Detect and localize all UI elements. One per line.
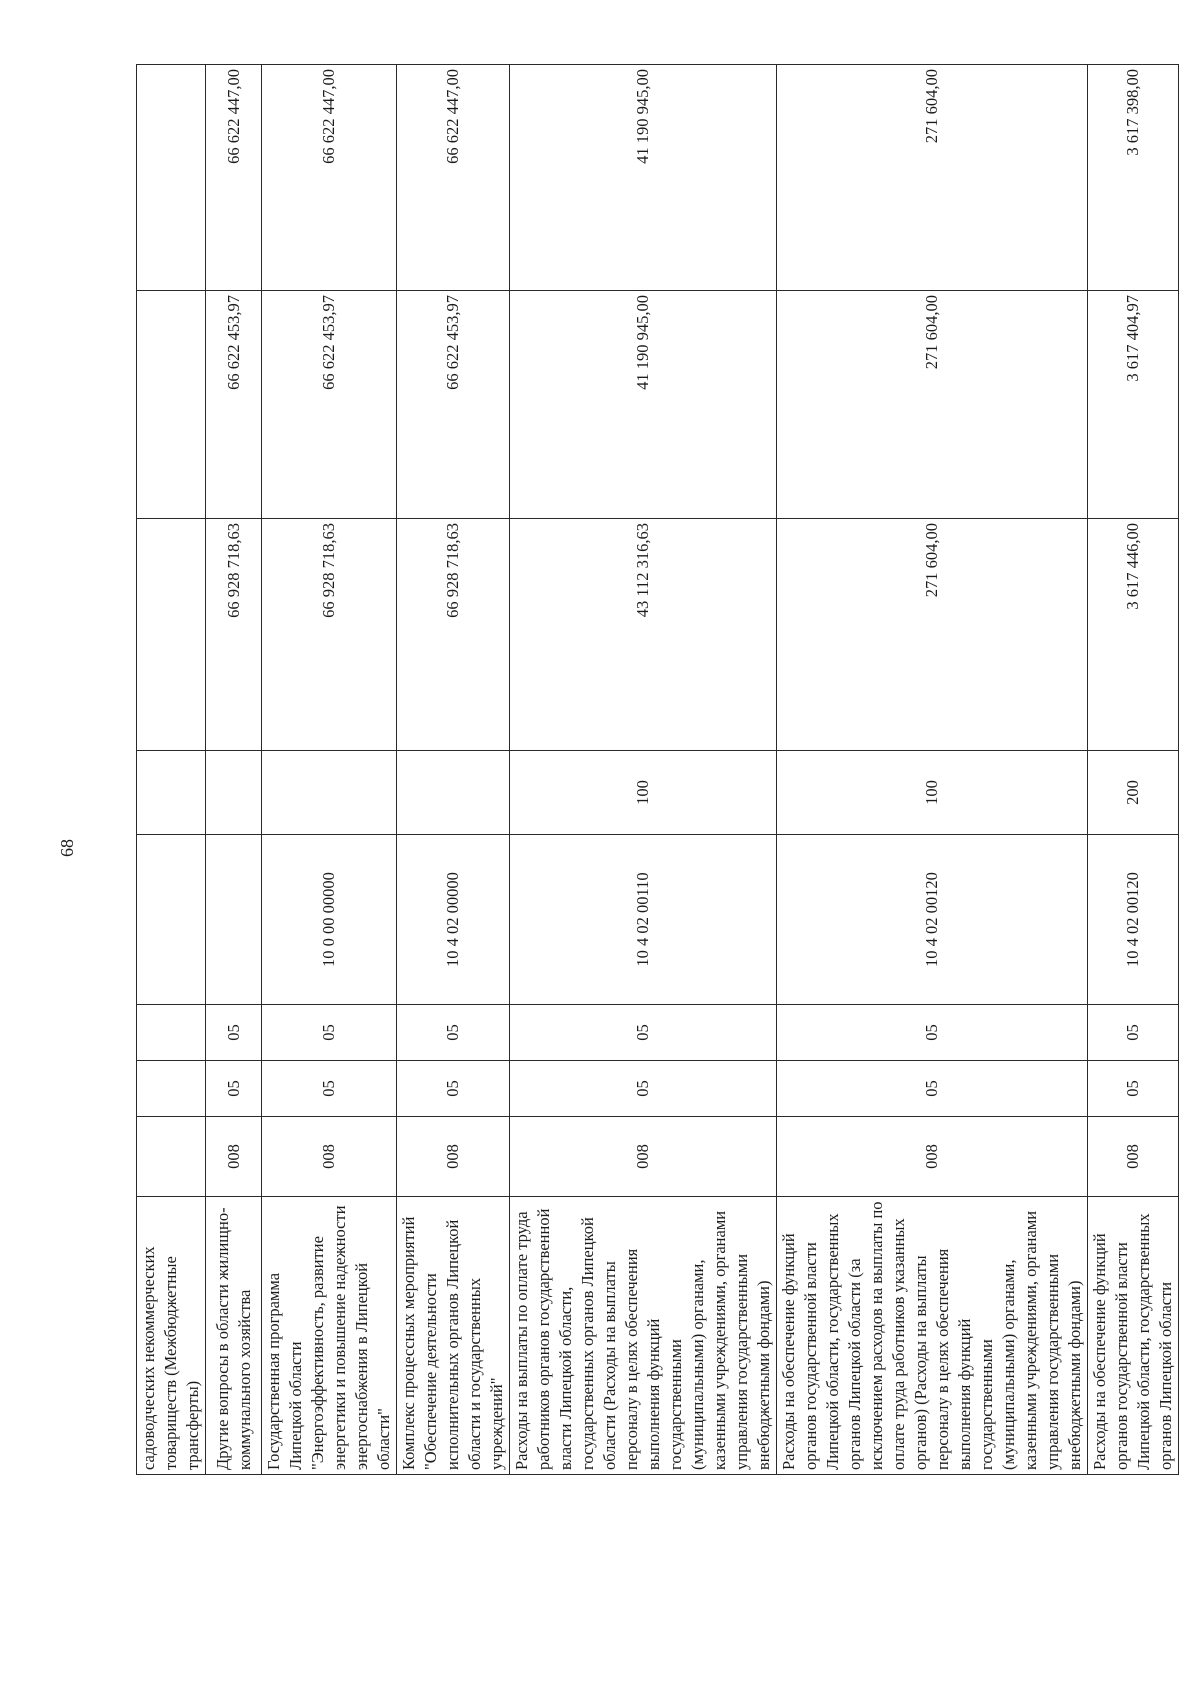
cell-ministry-code: 008 bbox=[206, 1117, 262, 1197]
cell-amount-2: 66 622 453,97 bbox=[262, 291, 397, 519]
cell-target-article: 10 0 00 00000 bbox=[262, 835, 397, 1005]
cell-amount-1: 43 112 316,63 bbox=[510, 519, 777, 751]
cell-section-code: 05 bbox=[397, 1061, 510, 1117]
budget-table bbox=[136, 64, 1179, 1475]
cell-target-article: 10 4 02 00120 bbox=[777, 835, 1088, 1005]
cell-name: Расходы на выплаты по оплате труда работников органов государственной власти Липецкой области, государственных органов Липецкой области (Расходы на выплаты персоналу в целях обеспечения выполнения функций государственными (муниципальными) органами, казенными учреждениями, органами управления государственными внебюджетными фондами) bbox=[510, 1197, 777, 1475]
page-number: 68 bbox=[57, 839, 77, 857]
cell-name: Государственная программа Липецкой области "Энергоэффективность, развитие энергетики и повышение надежности энергоснабжения в Липецкой области" bbox=[262, 1197, 397, 1475]
cell-ministry-code: 008 bbox=[262, 1117, 397, 1197]
rotated-table-container bbox=[136, 65, 1175, 1475]
cell-target-article: 10 4 02 00120 bbox=[1088, 835, 1179, 1005]
cell-amount-1: 66 928 718,63 bbox=[397, 519, 510, 751]
cell-section-code: 05 bbox=[777, 1061, 1088, 1117]
cell-subsection-code: 05 bbox=[397, 1005, 510, 1061]
cell-amount-1: 66 928 718,63 bbox=[206, 519, 262, 751]
cell-amount-3: 41 190 945,00 bbox=[510, 65, 777, 291]
cell-name: Расходы на обеспечение функций органов государственной власти Липецкой области, государственных органов Липецкой области bbox=[1088, 1197, 1179, 1475]
cell-section-code bbox=[137, 1061, 206, 1117]
cell-ministry-code: 008 bbox=[397, 1117, 510, 1197]
cell-name: садоводческих некоммерческих товариществ (Межбюджетные трансферты) bbox=[137, 1197, 206, 1475]
table-body bbox=[137, 65, 1179, 1475]
cell-section-code: 05 bbox=[206, 1061, 262, 1117]
cell-target-article: 10 4 02 00000 bbox=[397, 835, 510, 1005]
cell-section-code: 05 bbox=[1088, 1061, 1179, 1117]
table-row bbox=[206, 65, 262, 1475]
cell-expense-type: 100 bbox=[510, 751, 777, 835]
cell-expense-type bbox=[262, 751, 397, 835]
cell-expense-type bbox=[397, 751, 510, 835]
cell-subsection-code: 05 bbox=[262, 1005, 397, 1061]
cell-subsection-code: 05 bbox=[777, 1005, 1088, 1061]
cell-amount-1 bbox=[137, 519, 206, 751]
cell-amount-3: 66 622 447,00 bbox=[397, 65, 510, 291]
cell-name: Другие вопросы в области жилищно-коммунального хозяйства bbox=[206, 1197, 262, 1475]
table-row bbox=[1088, 65, 1179, 1475]
cell-amount-2: 66 622 453,97 bbox=[206, 291, 262, 519]
table-row bbox=[397, 65, 510, 1475]
cell-expense-type bbox=[206, 751, 262, 835]
cell-name: Комплекс процессных мероприятий "Обеспечение деятельности исполнительных органов Липецкой области и государственных учреждений" bbox=[397, 1197, 510, 1475]
cell-ministry-code: 008 bbox=[1088, 1117, 1179, 1197]
cell-subsection-code: 05 bbox=[206, 1005, 262, 1061]
cell-target-article bbox=[206, 835, 262, 1005]
cell-amount-3: 66 622 447,00 bbox=[262, 65, 397, 291]
cell-amount-2: 66 622 453,97 bbox=[397, 291, 510, 519]
cell-amount-3: 66 622 447,00 bbox=[206, 65, 262, 291]
cell-section-code: 05 bbox=[510, 1061, 777, 1117]
cell-target-article: 10 4 02 00110 bbox=[510, 835, 777, 1005]
cell-amount-2: 3 617 404,97 bbox=[1088, 291, 1179, 519]
cell-expense-type bbox=[137, 751, 206, 835]
cell-amount-3: 271 604,00 bbox=[777, 65, 1088, 291]
cell-amount-3 bbox=[137, 65, 206, 291]
cell-amount-2 bbox=[137, 291, 206, 519]
cell-amount-1: 271 604,00 bbox=[777, 519, 1088, 751]
cell-expense-type: 100 bbox=[777, 751, 1088, 835]
cell-amount-3: 3 617 398,00 bbox=[1088, 65, 1179, 291]
cell-subsection-code: 05 bbox=[1088, 1005, 1179, 1061]
cell-ministry-code: 008 bbox=[510, 1117, 777, 1197]
cell-amount-2: 41 190 945,00 bbox=[510, 291, 777, 519]
cell-subsection-code bbox=[137, 1005, 206, 1061]
table-row bbox=[777, 65, 1088, 1475]
cell-subsection-code: 05 bbox=[510, 1005, 777, 1061]
cell-amount-2: 271 604,00 bbox=[777, 291, 1088, 519]
cell-ministry-code: 008 bbox=[777, 1117, 1088, 1197]
cell-amount-1: 3 617 446,00 bbox=[1088, 519, 1179, 751]
table-row bbox=[510, 65, 777, 1475]
cell-ministry-code bbox=[137, 1117, 206, 1197]
cell-name: Расходы на обеспечение функций органов государственной власти Липецкой области, государственных органов Липецкой области (за исключением расходов на выплаты по оплате труда работников указанных органов) (Расходы на выплаты персоналу в целях обеспечения выполнения функций государственными (муниципальными) органами, казенными учреждениями, органами управления государственными внебюджетными фондами) bbox=[777, 1197, 1088, 1475]
table-row bbox=[262, 65, 397, 1475]
table-row bbox=[137, 65, 206, 1475]
cell-expense-type: 200 bbox=[1088, 751, 1179, 835]
cell-target-article bbox=[137, 835, 206, 1005]
cell-section-code: 05 bbox=[262, 1061, 397, 1117]
cell-amount-1: 66 928 718,63 bbox=[262, 519, 397, 751]
